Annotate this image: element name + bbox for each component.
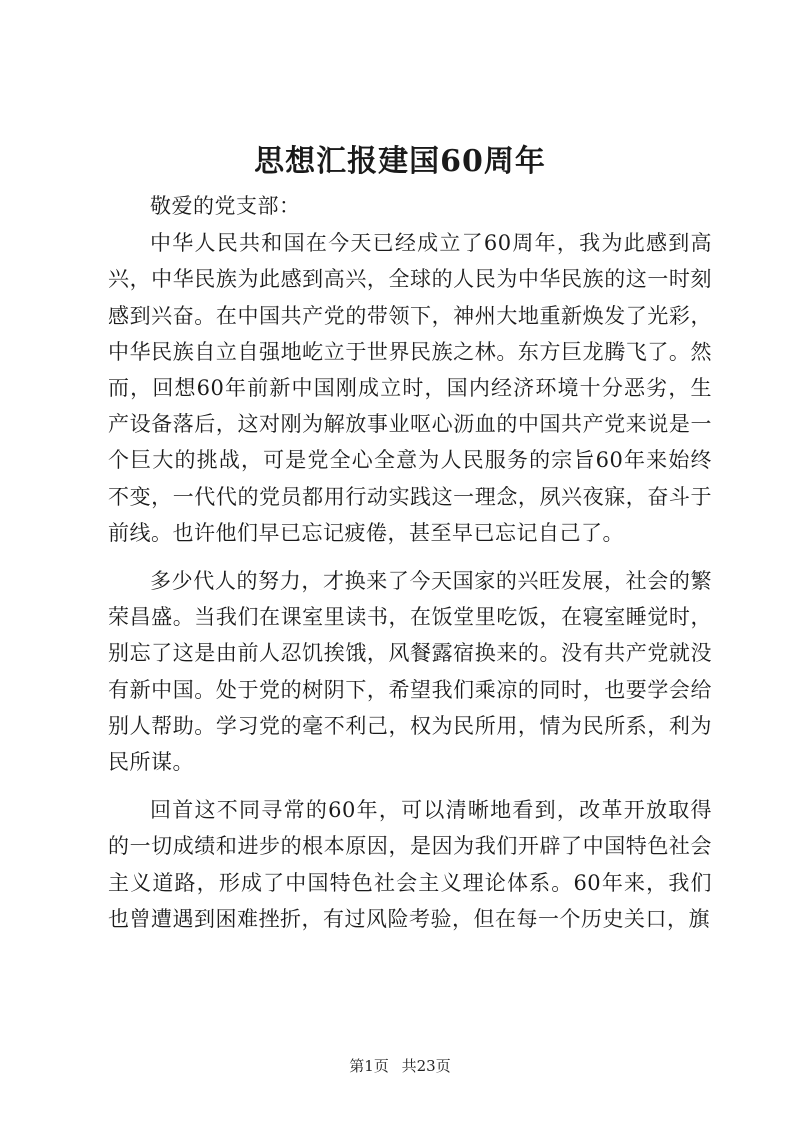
paragraph-3: 回首这不同寻常的60年，可以清晰地看到，改革开放取得的一切成绩和进步的根本原因，是因为我们开辟了中国特色社会主义道路，形成了中国特色社会主义理论体系。60年来，我们也曾遭遇到困难挫折，有过风险考验，但在每一个历史关口，旗 <box>108 798 712 931</box>
paragraph-1: 中华人民共和国在今天已经成立了60周年，我为此感到高兴，中华民族为此感到高兴，全球的人民为中华民族的这一时刻感到兴奋。在中国共产党的带领下，神州大地重新焕发了光彩，中华民族自立自强地屹立于世界民族之林。东方巨龙腾飞了。然而，回想60年前新中国刚成立时，国内经济环境十分恶劣，生产设备落后，这对刚为解放事业呕心沥血的中国共产党来说是一个巨大的挑战，可是党全心全意为人民服务的宗旨60年来始终不变，一代代的党员都用行动实践这一理念，夙兴夜寐，奋斗于前线。也许他们早已忘记疲倦，甚至早已忘记自己了。 <box>108 231 712 545</box>
page-footer <box>0 1056 800 1076</box>
salutation: 敬爱的党支部： <box>150 194 301 218</box>
page-total: 共23页 <box>401 1057 451 1075</box>
document-body <box>108 188 712 937</box>
document-title: 思想汇报建国60周年 <box>254 144 546 179</box>
page-number: 第1页 <box>349 1057 389 1075</box>
paragraph-2: 多少代人的努力，才换来了今天国家的兴旺发展，社会的繁荣昌盛。当我们在课室里读书，在饭堂里吃饭，在寝室睡觉时，别忘了这是由前人忍饥挨饿，风餐露宿换来的。没有共产党就没有新中国。处于党的树阴下，希望我们乘凉的同时，也要学会给别人帮助。学习党的毫不利己，权为民所用，情为民所系，利为民所谋。 <box>108 569 712 775</box>
